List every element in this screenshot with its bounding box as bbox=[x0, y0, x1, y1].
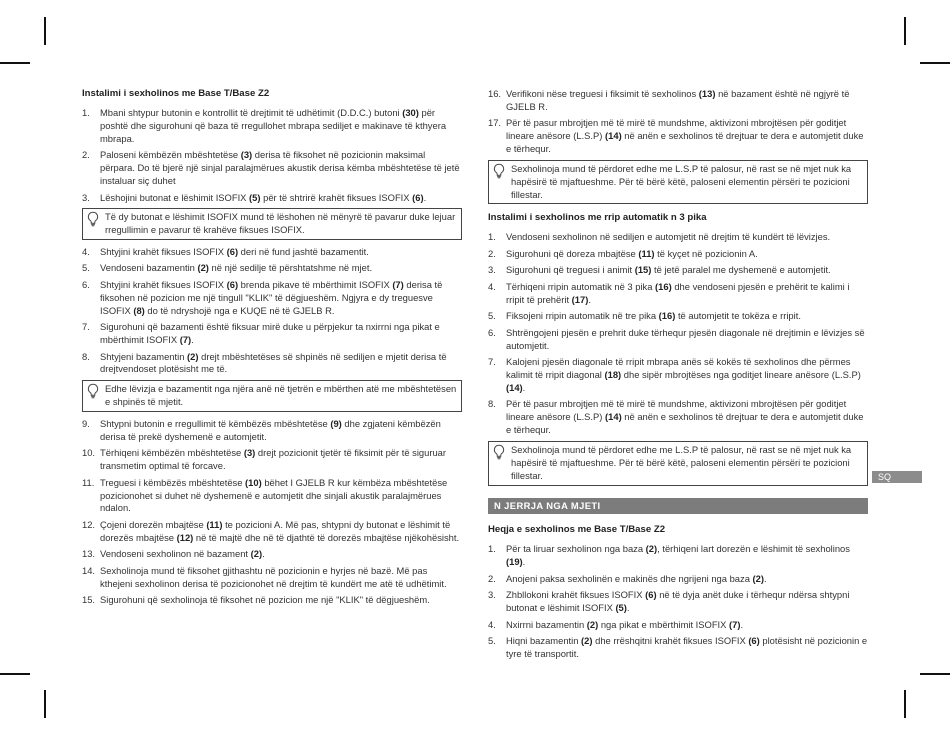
steps-list-5 bbox=[488, 231, 868, 437]
list-item bbox=[82, 565, 462, 591]
step-number: 7. bbox=[82, 321, 90, 333]
step-text: Verifikoni nëse treguesi i fiksimit të sexholinos (13) në bazament është në ngjyrë të GJELB R. bbox=[506, 88, 850, 112]
step-text: Vendoseni bazamentin (2) në një sedilje të përshtatshme në mjet. bbox=[100, 262, 373, 274]
lightbulb-icon bbox=[492, 444, 506, 460]
step-number: 3. bbox=[488, 589, 496, 601]
lightbulb-icon bbox=[86, 211, 100, 227]
list-item bbox=[488, 88, 868, 114]
list-item bbox=[82, 192, 462, 205]
step-text: Hiqni bazamentin (2) dhe rrëshqitni krahët fiksues ISOFIX (6) plotësisht në pozicionin e tyre të transportit. bbox=[506, 635, 868, 660]
step-text: Fiksojeni rripin automatik në tre pika (16) të automjetit te tokëza e rripit. bbox=[506, 310, 801, 322]
step-number: 12. bbox=[82, 518, 96, 530]
crop-mark bbox=[904, 690, 906, 718]
step-text: Tërhiqeni këmbëzën mbështetëse (3) drejt pozicionit tjetër të fiksimit për të siguruar transmetim optimal të forcave. bbox=[100, 447, 447, 472]
step-text: Për të pasur mbrojtjen më të mirë të mundshme, aktivizoni mbrojtësen për goditjet lineare anësore (L.S.P) (14) në anën e sexholinos të drejtuar te dera e automjetit duke e tërhequr. bbox=[506, 117, 864, 155]
step-number: 17. bbox=[488, 117, 502, 129]
note-text: Edhe lëvizja e bazamentit nga njëra anë në tjetrën e mbërthen atë me mbështetësen e shpinës të mjetit. bbox=[105, 382, 457, 407]
step-text: Vendoseni sexholinon në sediljen e automjetit në drejtim të kundërt të lëvizjes. bbox=[506, 231, 831, 243]
steps-list-6 bbox=[488, 543, 868, 661]
list-item bbox=[488, 310, 868, 323]
heading-install-base: Instalimi i sexholinos me Base T/Base Z2 bbox=[82, 88, 270, 99]
step-number: 4. bbox=[488, 618, 496, 630]
crop-mark bbox=[0, 673, 30, 675]
step-number: 2. bbox=[488, 247, 496, 259]
step-text: Zhbllokoni krahët fiksues ISOFIX (6) në të dyja anët duke i tërhequr ndërsa shtypni butonat e lëshimit ISOFIX (5). bbox=[506, 589, 850, 614]
list-item bbox=[488, 231, 868, 244]
step-text: Mbani shtypur butonin e kontrollit të drejtimit të udhëtimit (D.D.C.) butoni (30) për poshtë dhe sigurohuni që baza të rregullohet mbrapa sediljet e makinave të kthyera mbrapa. bbox=[100, 106, 447, 144]
list-item bbox=[82, 321, 462, 347]
heading-removal-base: Heqja e sexholinos me Base T/Base Z2 bbox=[488, 524, 666, 536]
step-number: 8. bbox=[488, 398, 496, 410]
list-item bbox=[488, 327, 868, 353]
steps-list-4 bbox=[488, 88, 868, 156]
info-note bbox=[488, 160, 868, 205]
steps-list-1 bbox=[82, 107, 462, 205]
right-column bbox=[488, 88, 868, 665]
list-item bbox=[488, 619, 868, 632]
step-text: Nxirrni bazamentin (2) nga pikat e mbërthimit ISOFIX (7). bbox=[506, 618, 744, 630]
list-item bbox=[488, 248, 868, 261]
step-number: 2. bbox=[82, 149, 90, 161]
step-number: 5. bbox=[488, 310, 496, 322]
step-number: 13. bbox=[82, 548, 96, 560]
crop-mark bbox=[904, 17, 906, 45]
step-text: Treguesi i këmbëzës mbështetëse (10) bëhet I GJELB R kur këmbëza mbështetëse pozicionohet si duhet në dyshemenë e automjetit dhe sinjali akustik paralajmërues ndalon. bbox=[100, 476, 448, 514]
step-number: 10. bbox=[82, 447, 96, 459]
list-item bbox=[82, 418, 462, 444]
step-number: 8. bbox=[82, 350, 90, 362]
step-text: Çojeni dorezën mbajtëse (11) te pozicioni A. Më pas, shtypni dy butonat e lëshimit të dorezës mbajtëse (12) në të majtë dhe në të djathtë të dorezës mbajtëse njëkohësisht. bbox=[100, 518, 460, 543]
step-text: Sigurohuni që treguesi i animit (15) të jetë paralel me dyshemenë e automjetit. bbox=[506, 264, 831, 276]
crop-mark bbox=[0, 62, 30, 64]
note-text: Të dy butonat e lëshimit ISOFIX mund të lëshohen në mënyrë të pavarur duke lejuar rregullimin e pavarur të krahëve fiksues ISOFIX. bbox=[105, 211, 456, 235]
list-item bbox=[488, 573, 868, 586]
step-number: 6. bbox=[82, 278, 90, 290]
list-item bbox=[82, 594, 462, 607]
step-text: Paloseni këmbëzën mbështetëse (3) derisa të fiksohet në pozicionin maksimal përpara. Do të bjerë një sinjal paralajmërues akustik derisa këmba mbështetëse të jetë instaluar siç duhet bbox=[100, 149, 460, 187]
steps-list-3 bbox=[82, 418, 462, 607]
list-item bbox=[488, 398, 868, 437]
step-text: Tërhiqeni rripin automatik në 3 pika (16) dhe vendoseni pjesën e prehërit te kalimi i rripit të prehërit (17). bbox=[506, 280, 850, 305]
list-item bbox=[488, 117, 868, 156]
step-number: 4. bbox=[488, 280, 496, 292]
step-number: 5. bbox=[488, 635, 496, 647]
list-item bbox=[82, 548, 462, 561]
step-number: 5. bbox=[82, 262, 90, 274]
note-text: Sexholinoja mund të përdoret edhe me L.S.P të palosur, në rast se në mjet nuk ka hapësirë të mjaftueshme. Për të bërë këtë, paloseni elementin përsëri te pozicioni fillestar. bbox=[511, 443, 852, 481]
lightbulb-icon bbox=[86, 383, 100, 399]
list-item bbox=[488, 281, 868, 307]
step-text: Për ta liruar sexholinon nga baza (2), tërhiqeni lart dorezën e lëshimit të sexholinos (19). bbox=[506, 543, 850, 568]
step-text: Kalojeni pjesën diagonale të rripit mbrapa anës së kokës të sexholinos dhe përmes kalimit të rripit diagonal (18) dhe sipër mbrojtëses nga goditjet lineare anësore (L.S.P) (14). bbox=[506, 356, 861, 393]
step-text: Sigurohuni që sexholinoja të fiksohet në pozicion me një "KLIK" të dëgjueshëm. bbox=[100, 594, 430, 606]
list-item bbox=[488, 589, 868, 615]
list-item bbox=[82, 519, 462, 545]
section-bar-removal: N JERRJA NGA MJETI bbox=[488, 498, 868, 515]
step-text: Shtyjini krahët fiksues ISOFIX (6) deri në fund jashtë bazamentit. bbox=[100, 245, 369, 257]
list-item bbox=[82, 447, 462, 473]
list-item bbox=[82, 107, 462, 146]
steps-list-2 bbox=[82, 246, 462, 377]
step-number: 2. bbox=[488, 572, 496, 584]
step-number: 15. bbox=[82, 594, 96, 606]
step-number: 14. bbox=[82, 564, 96, 576]
step-text: Shtypni butonin e rregullimit të këmbëzës mbështetëse (9) dhe zgjateni këmbëzën derisa të prekë dyshemenë e automjetit. bbox=[100, 417, 441, 442]
crop-mark bbox=[920, 62, 950, 64]
crop-mark bbox=[44, 690, 46, 718]
step-number: 9. bbox=[82, 417, 90, 429]
step-text: Lëshojini butonat e lëshimit ISOFIX (5) për të shtrirë krahët fiksues ISOFIX (6). bbox=[100, 191, 427, 203]
step-text: Sigurohuni që doreza mbajtëse (11) të kyçet në pozicionin A. bbox=[506, 247, 758, 259]
heading-install-belt: Instalimi i sexholinos me rrip automatik n 3 pika bbox=[488, 212, 707, 224]
step-number: 1. bbox=[82, 106, 90, 118]
list-item bbox=[488, 264, 868, 277]
step-number: 7. bbox=[488, 356, 496, 368]
language-tab: SQ bbox=[872, 471, 922, 483]
step-number: 3. bbox=[82, 191, 90, 203]
step-text: Sigurohuni që bazamenti është fiksuar mirë duke u përpjekur ta nxirrni nga pikat e mbërthimit ISOFIX (7). bbox=[100, 321, 440, 346]
list-item bbox=[82, 477, 462, 516]
step-number: 6. bbox=[488, 326, 496, 338]
left-column bbox=[82, 88, 462, 611]
info-note bbox=[82, 380, 462, 412]
list-item bbox=[82, 246, 462, 259]
crop-mark bbox=[44, 17, 46, 45]
list-item bbox=[82, 149, 462, 188]
step-text: Shtyjeni bazamentin (2) drejt mbështetëses së shpinës në sediljen e mjetit derisa të drejtvendoset plotësisht me të. bbox=[100, 350, 447, 375]
step-number: 11. bbox=[82, 476, 95, 488]
list-item bbox=[488, 543, 868, 569]
step-number: 1. bbox=[488, 231, 496, 243]
list-item bbox=[488, 635, 868, 661]
step-number: 4. bbox=[82, 245, 90, 257]
step-text: Anojeni paksa sexholinën e makinës dhe ngrijeni nga baza (2). bbox=[506, 572, 767, 584]
note-text: Sexholinoja mund të përdoret edhe me L.S.P të palosur, në rast se në mjet nuk ka hapësirë të mjaftueshme. Për të bërë këtë, paloseni elementin përsëri te pozicioni fillestar. bbox=[511, 162, 852, 200]
step-number: 3. bbox=[488, 264, 496, 276]
info-note bbox=[488, 441, 868, 486]
crop-mark bbox=[920, 673, 950, 675]
info-note bbox=[82, 208, 462, 240]
step-text: Për të pasur mbrojtjen më të mirë të mundshme, aktivizoni mbrojtësen për goditjet lineare anësore (L.S.P) (14) në anën e sexholinos të drejtuar te dera e automjetit duke e tërhequr. bbox=[506, 398, 864, 436]
step-text: Vendoseni sexholinon në bazament (2). bbox=[100, 548, 265, 560]
list-item bbox=[488, 356, 868, 395]
list-item bbox=[82, 351, 462, 377]
step-text: Sexholinoja mund të fiksohet gjithashtu në pozicionin e hyrjes në bazë. Më pas kthejeni sexholinon derisa të pozicionohet në drejtim të kundërt me atë të udhëtimit. bbox=[100, 564, 447, 589]
list-item bbox=[82, 279, 462, 318]
step-text: Shtyjini krahët fiksues ISOFIX (6) brenda pikave të mbërthimit ISOFIX (7) derisa të fiksohen në pozicion me një tingull "KLIK" të dëgjueshëm. Ngjyra e dy treguesve ISOFIX (8) do të ndryshojë nga e KUQE në të GJELB R. bbox=[100, 278, 443, 316]
step-number: 16. bbox=[488, 88, 502, 99]
lightbulb-icon bbox=[492, 163, 506, 179]
step-text: Shtrëngojeni pjesën e prehrit duke tërhequr pjesën diagonale në drejtimin e lëvizjes së automjetit. bbox=[506, 326, 865, 351]
step-number: 1. bbox=[488, 543, 496, 555]
list-item bbox=[82, 262, 462, 275]
